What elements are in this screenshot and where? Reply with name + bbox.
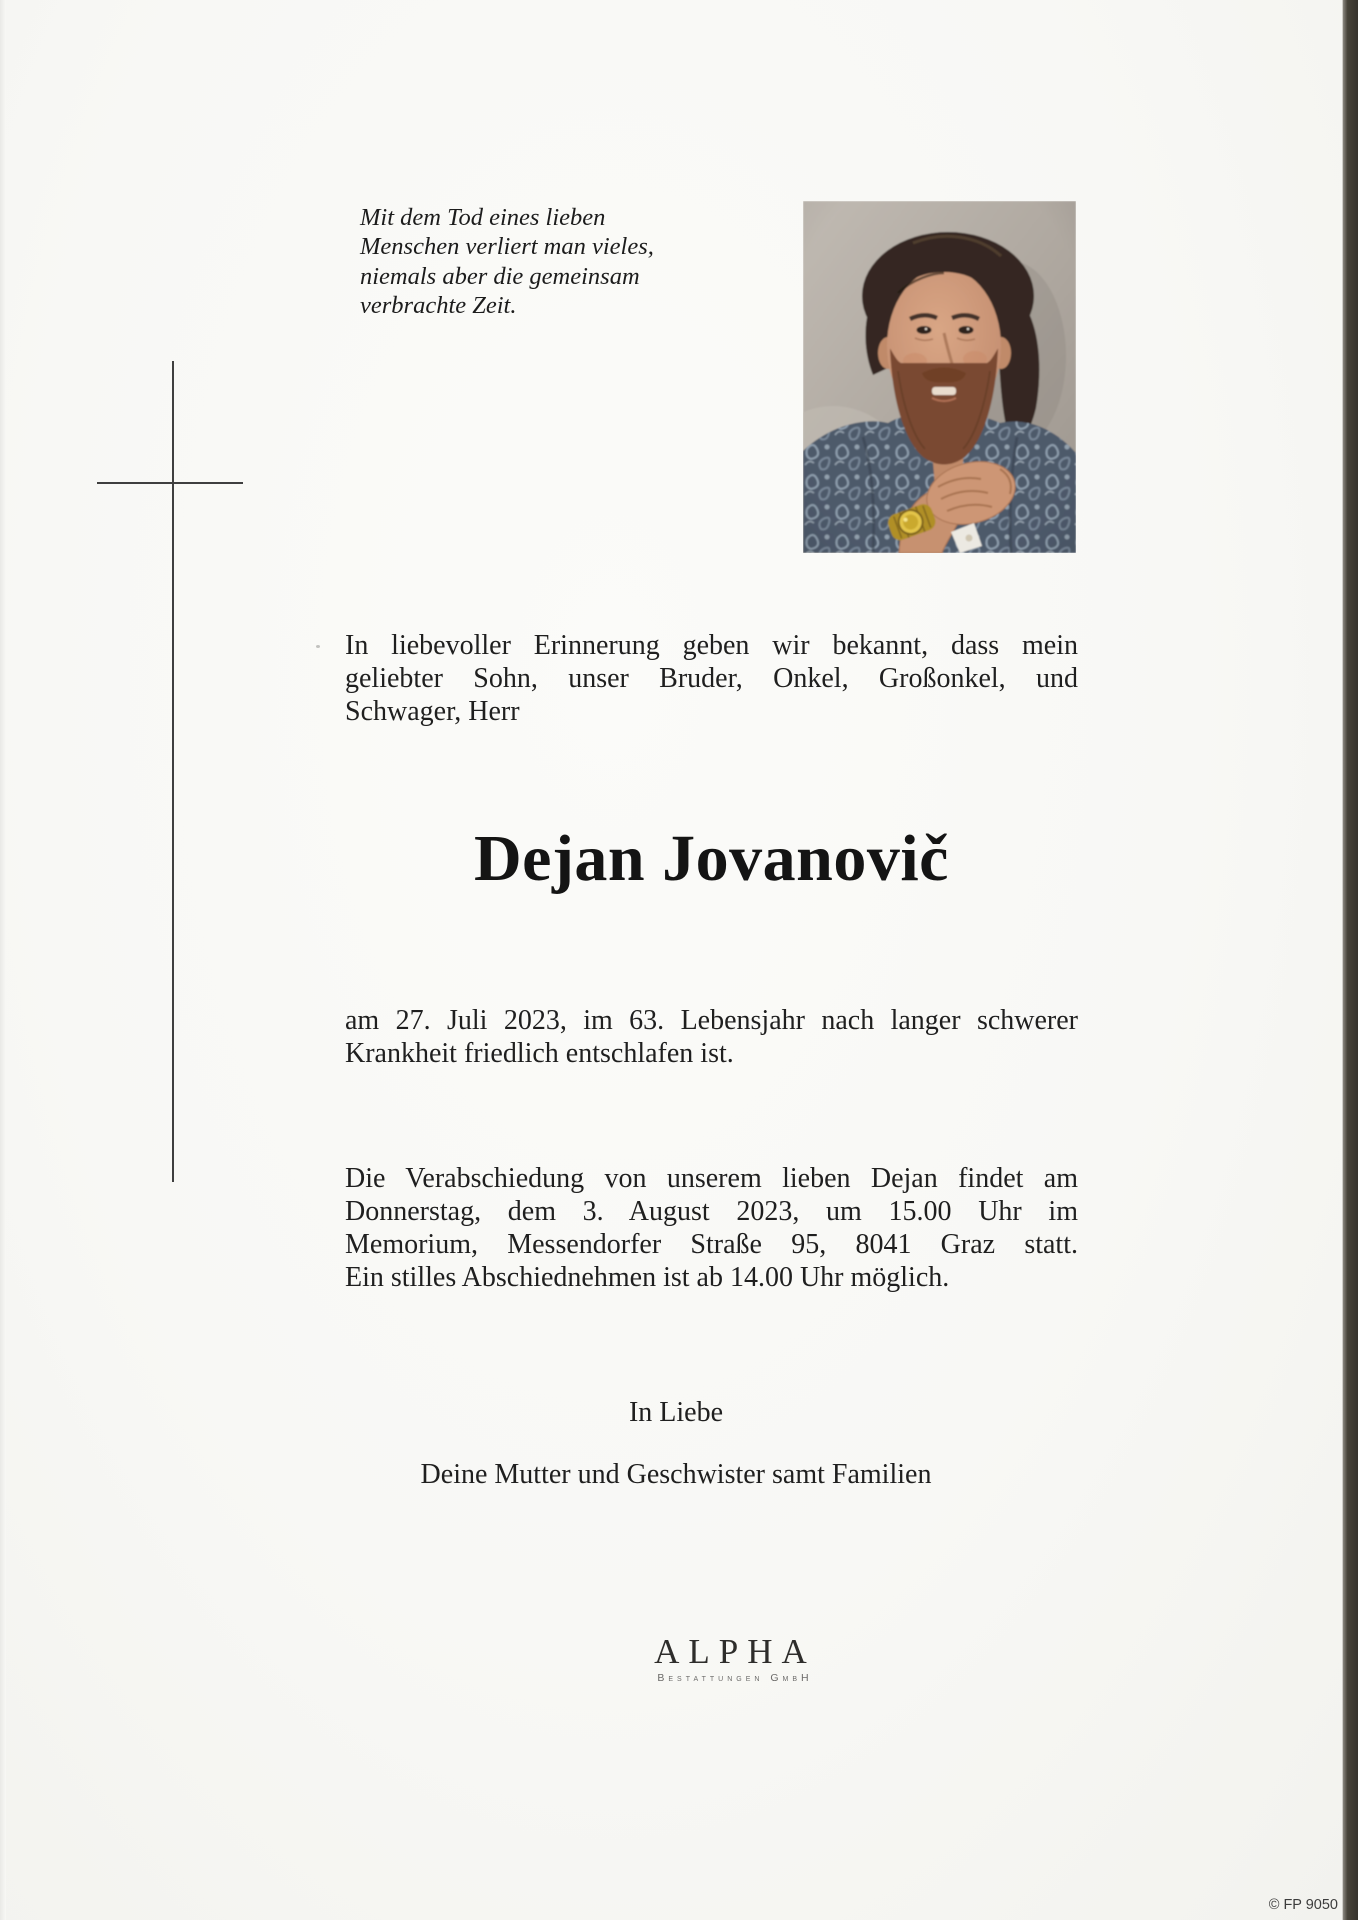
quote-line: verbrachte Zeit. <box>360 292 517 320</box>
cross-vertical-line <box>172 361 174 1182</box>
cross-horizontal-line <box>97 482 243 484</box>
funeral-home-subtitle: Bestattungen GmbH <box>657 1672 813 1684</box>
memorial-quote <box>360 203 760 321</box>
announcement-line: geliebter Sohn, unser Bruder, Onkel, Großonkel, und <box>345 663 1078 694</box>
page-left-edge <box>0 0 6 1920</box>
closing-line: In Liebe <box>628 1397 724 1428</box>
quote-line: Menschen verliert man vieles, <box>360 233 654 261</box>
farewell-line: Die Verabschiedung von unserem lieben Dejan findet am <box>345 1163 1078 1194</box>
portrait-photo-art <box>803 201 1076 553</box>
announcement-paragraph <box>345 629 1078 728</box>
passing-line: am 27. Juli 2023, im 63. Lebensjahr nach langer schwerer <box>345 1005 1078 1036</box>
quote-line: niemals aber die gemeinsam <box>360 262 640 290</box>
farewell-line: Ein stilles Abschiednehmen ist ab 14.00 Uhr möglich. <box>345 1262 950 1293</box>
scan-speck <box>316 645 320 648</box>
print-code: © FP 9050 <box>1268 1897 1338 1913</box>
passing-paragraph <box>345 1004 1078 1070</box>
farewell-line: Donnerstag, dem 3. August 2023, um 15.00 Uhr im <box>345 1196 1078 1227</box>
quote-line: Mit dem Tod eines lieben <box>360 204 606 231</box>
farewell-paragraph <box>345 1162 1078 1294</box>
announcement-line: Schwager, Herr <box>345 696 520 727</box>
passing-line: Krankheit friedlich entschlafen ist. <box>345 1038 734 1069</box>
funeral-home-brand: ALPHA <box>654 1632 816 1671</box>
deceased-name: Dejan Jovanovič <box>474 822 949 895</box>
funeral-home-logo <box>335 1633 1135 1684</box>
family-signature: Deine Mutter und Geschwister samt Familien <box>420 1459 932 1490</box>
farewell-line: Memorium, Messendorfer Straße 95, 8041 Graz statt. <box>345 1229 1078 1260</box>
announcement-line: In liebevoller Erinnerung geben wir bekannt, dass mein <box>345 630 1078 661</box>
portrait-photo <box>803 201 1076 553</box>
scan-edge <box>1342 0 1358 1920</box>
